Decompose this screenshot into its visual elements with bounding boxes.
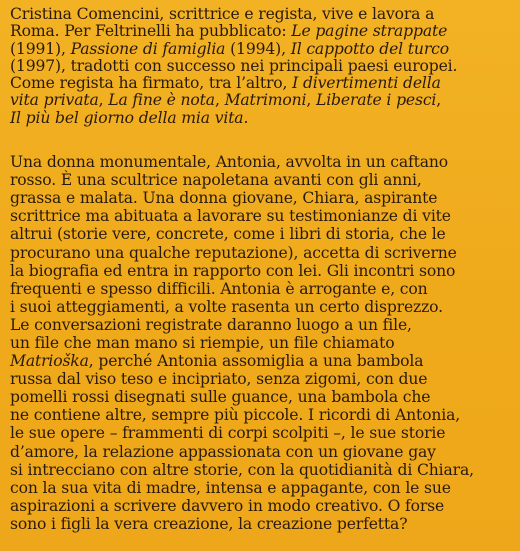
synopsis-line bbox=[10, 280, 510, 298]
synopsis-line bbox=[10, 189, 510, 207]
bio-text: . bbox=[243, 108, 249, 127]
synopsis-text: ne contiene altre, sempre più piccole. I ricordi di Antonia, bbox=[10, 406, 461, 425]
synopsis-paragraph bbox=[10, 153, 510, 533]
synopsis-text: procurano una qualche reputazione), accetta di scriverne bbox=[10, 243, 457, 262]
synopsis-text: rosso. È una scultrice napoletana avanti con gli anni, bbox=[10, 171, 422, 190]
synopsis-line bbox=[10, 298, 510, 316]
synopsis-line bbox=[10, 316, 510, 334]
synopsis-text: aspirazioni a scrivere davvero in modo creativo. O forse bbox=[10, 496, 445, 515]
synopsis-text: russa dal viso teso e incipriato, senza zigomi, con due bbox=[10, 370, 428, 389]
bio-text: (1991), bbox=[10, 39, 71, 58]
synopsis-line bbox=[10, 406, 510, 424]
synopsis-line bbox=[10, 515, 510, 533]
synopsis-line bbox=[10, 171, 510, 189]
synopsis-text: i suoi atteggiamenti, a volte rasenta un certo disprezzo. bbox=[10, 297, 443, 316]
synopsis-line bbox=[10, 388, 510, 406]
synopsis-line bbox=[10, 153, 510, 171]
film-title: La fine è nota bbox=[108, 91, 215, 110]
bio-text: , bbox=[306, 91, 317, 110]
bio-text: Cristina Comencini, scrittrice e regista, vive e lavora a bbox=[10, 5, 435, 23]
synopsis-line bbox=[10, 443, 510, 461]
synopsis-text: pomelli rossi disegnati sulle guance, una bambola che bbox=[10, 388, 431, 407]
synopsis-text: altrui (storie vere, concrete, come i libri di storia, che le bbox=[10, 225, 446, 244]
synopsis-line bbox=[10, 424, 510, 442]
synopsis-text: scrittrice ma abituata a lavorare su testimonianze di vite bbox=[10, 207, 451, 226]
synopsis-line bbox=[10, 262, 510, 280]
synopsis-text: si intrecciano con altre storie, con la quotidianità di Chiara, bbox=[10, 460, 474, 479]
synopsis-text: Le conversazioni registrate daranno luogo a un file, bbox=[10, 315, 412, 334]
bio-line bbox=[10, 6, 510, 23]
synopsis-line bbox=[10, 244, 510, 262]
file-name: Matrioška bbox=[10, 352, 89, 371]
film-title: Liberate i pesci bbox=[316, 91, 437, 110]
bio-text: Come regista ha firmato, tra l’altro, bbox=[10, 74, 293, 93]
synopsis-text: frequenti e spesso difficili. Antonia è arrogante e, con bbox=[10, 279, 428, 298]
bio-line bbox=[10, 23, 510, 40]
synopsis-text: un file che man mano si riempie, un file chiamato bbox=[10, 334, 395, 353]
bio-line bbox=[10, 110, 510, 127]
synopsis-line bbox=[10, 334, 510, 352]
film-title: I divertimenti della bbox=[292, 74, 441, 93]
film-title: Matrimoni bbox=[224, 91, 307, 110]
synopsis-text: d’amore, la relazione appassionata con un giovane gay bbox=[10, 442, 436, 461]
bio-text: Roma. Per Feltrinelli ha pubblicato: bbox=[10, 22, 292, 41]
synopsis-line bbox=[10, 497, 510, 515]
bio-text: , bbox=[436, 91, 442, 110]
bio-text: , bbox=[98, 91, 109, 110]
book-title: Le pagine strappate bbox=[291, 22, 448, 41]
bio-line bbox=[10, 92, 510, 109]
book-title: Il cappotto del turco bbox=[290, 39, 449, 58]
bio-text: , bbox=[214, 91, 225, 110]
synopsis-line bbox=[10, 461, 510, 479]
film-title: vita privata bbox=[10, 91, 99, 110]
bio-text: (1994), bbox=[225, 39, 291, 58]
synopsis-text: con la sua vita di madre, intensa e appagante, con le sue bbox=[10, 478, 451, 497]
synopsis-line bbox=[10, 352, 510, 370]
bio-text: (1997), tradotti con successo nei principali paesi europei. bbox=[10, 56, 458, 75]
bio-line bbox=[10, 58, 510, 75]
synopsis-text: , perché Antonia assomiglia a una bambola bbox=[88, 352, 424, 371]
film-title: Il più bel giorno della mia vita bbox=[10, 108, 244, 127]
synopsis-text: grassa e malata. Una donna giovane, Chiara, aspirante bbox=[10, 189, 438, 208]
synopsis-line bbox=[10, 479, 510, 497]
synopsis-line bbox=[10, 225, 510, 243]
bio-line bbox=[10, 75, 510, 92]
author-bio-paragraph bbox=[10, 6, 510, 127]
synopsis-text: sono i figli la vera creazione, la creazione perfetta? bbox=[10, 514, 408, 533]
bio-line bbox=[10, 41, 510, 58]
synopsis-text: Una donna monumentale, Antonia, avvolta in un caftano bbox=[10, 153, 449, 172]
synopsis-line bbox=[10, 207, 510, 225]
synopsis-line bbox=[10, 370, 510, 388]
synopsis-text: la biografia ed entra in rapporto con lei. Gli incontri sono bbox=[10, 261, 456, 280]
book-title: Passione di famiglia bbox=[70, 39, 226, 58]
synopsis-text: le sue opere – frammenti di corpi scolpiti –, le sue storie bbox=[10, 424, 446, 443]
